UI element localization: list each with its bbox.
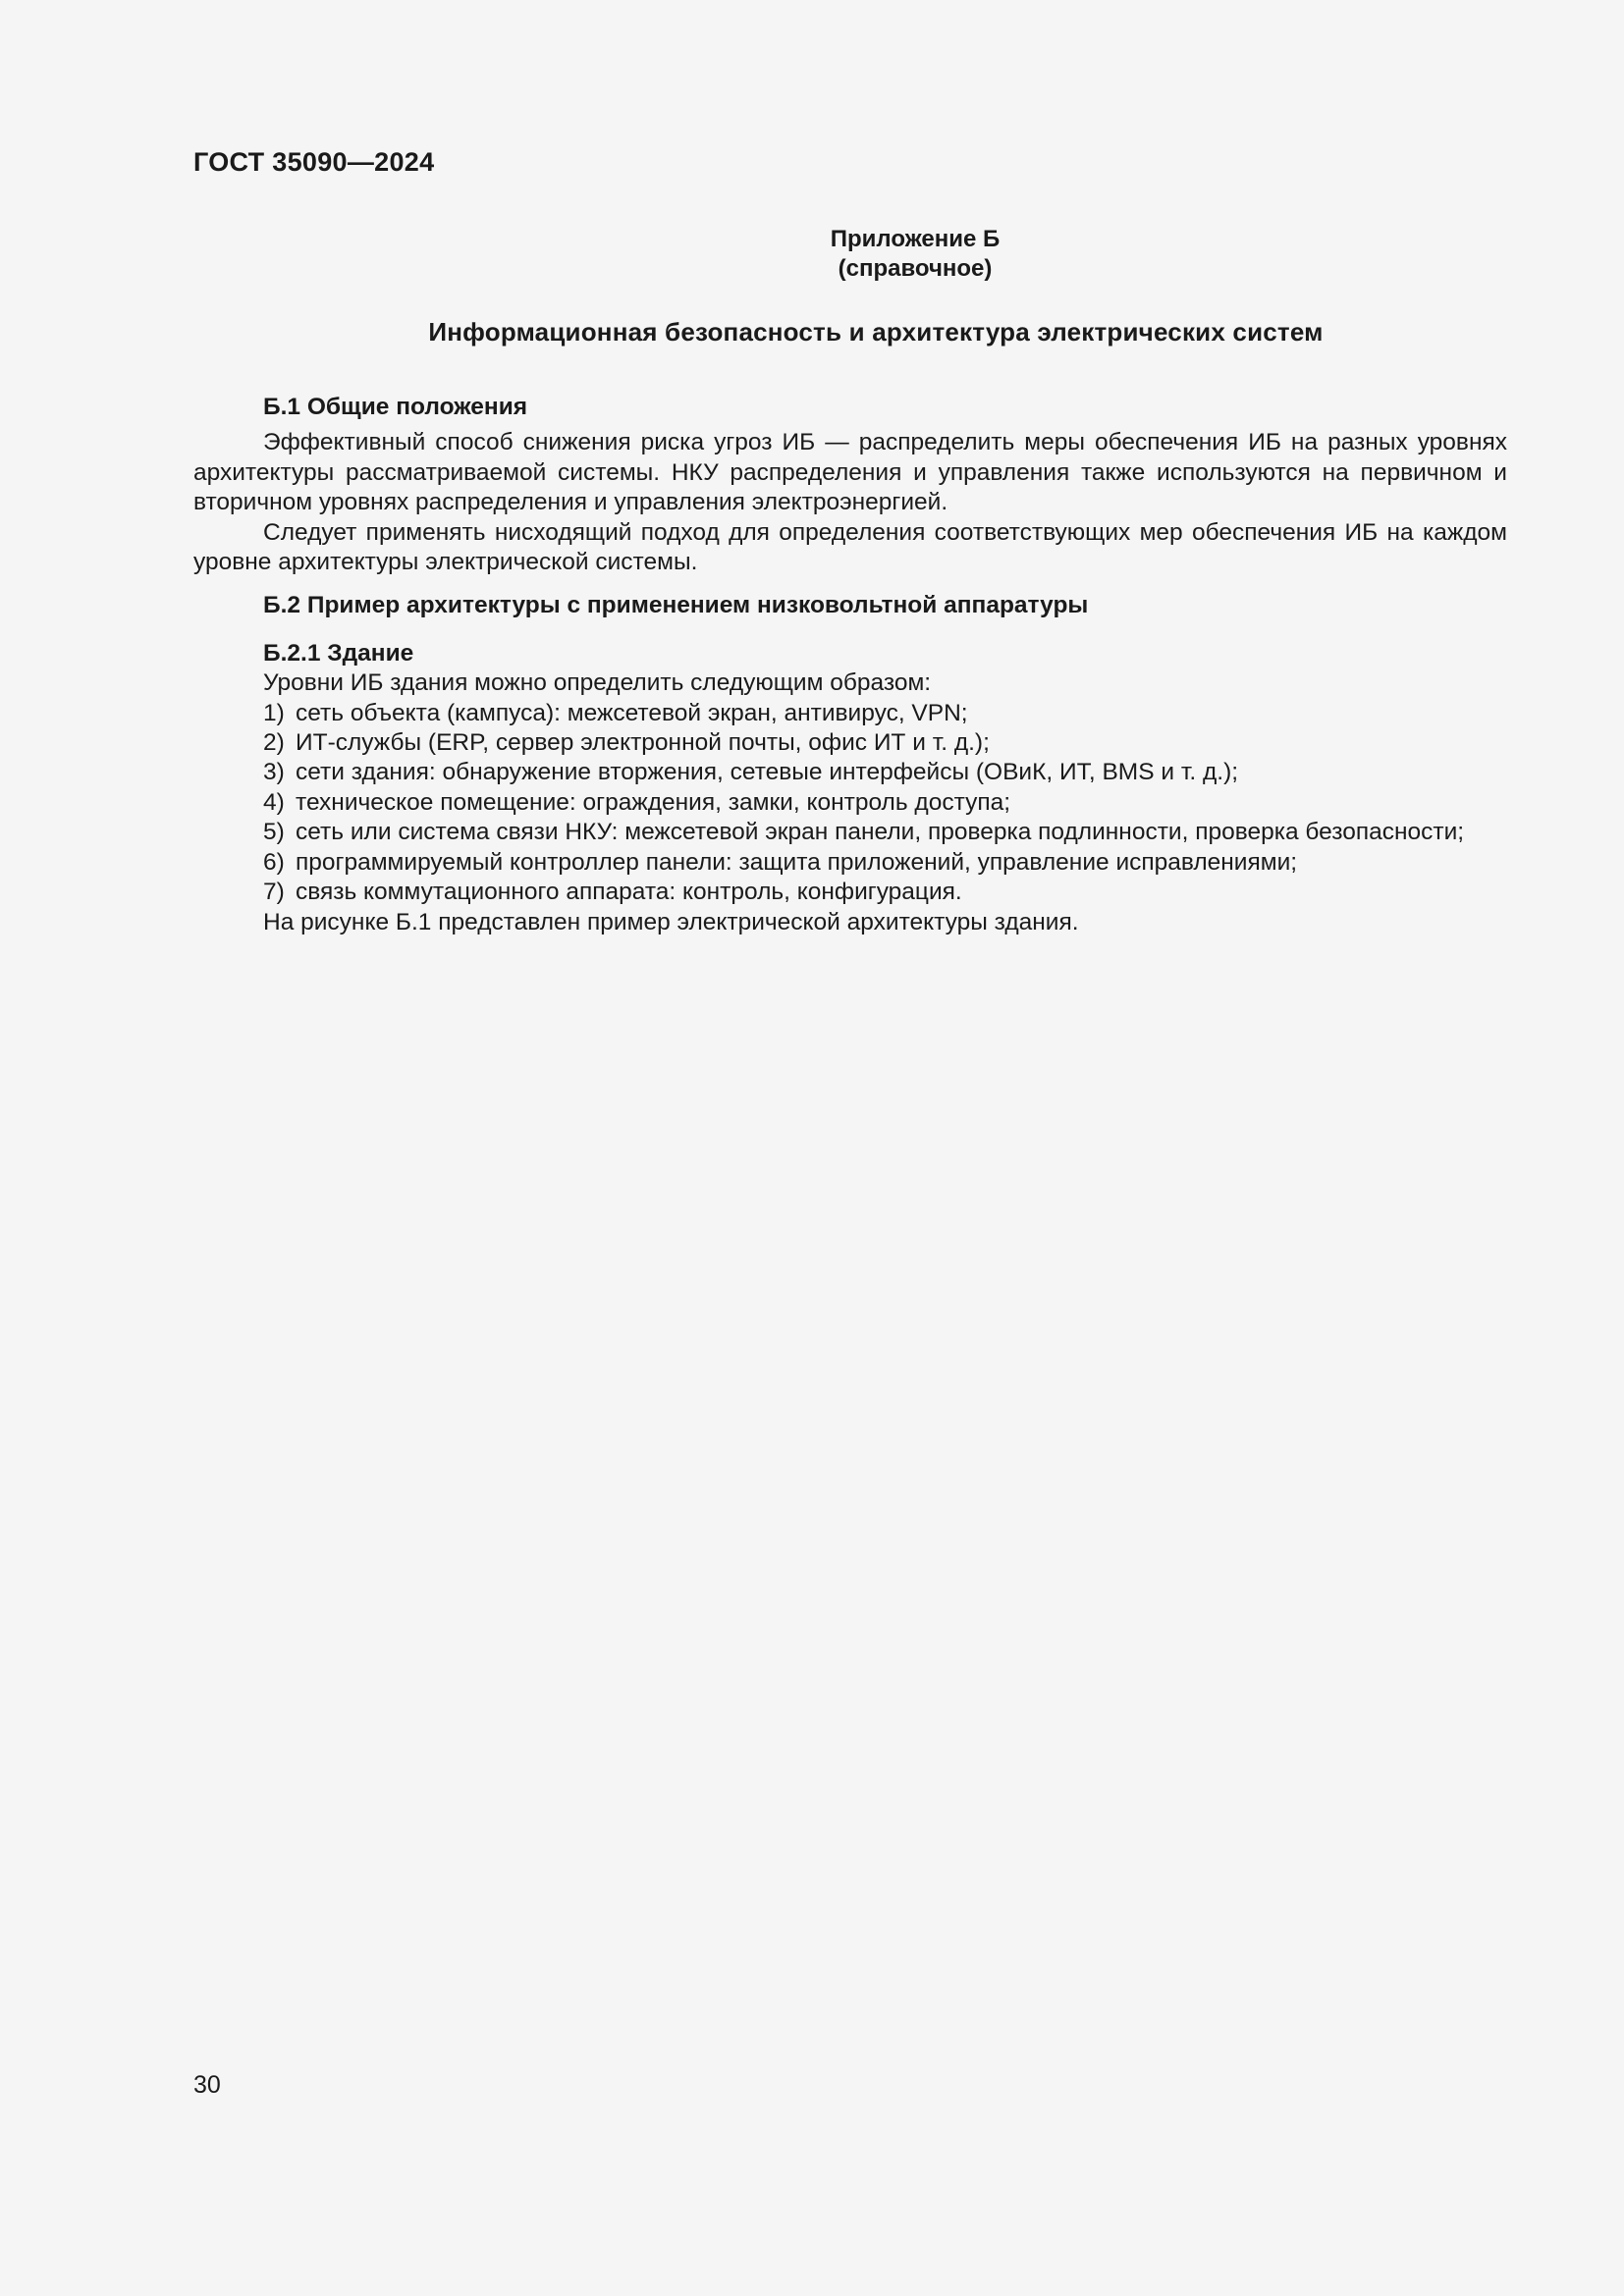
list-item-number: 4): [263, 788, 285, 816]
section-b1-heading: Б.1 Общие положения: [263, 394, 528, 420]
list-item: [193, 728, 1507, 758]
list-item-number: 3): [263, 759, 285, 786]
appendix-type: (справочное): [838, 255, 993, 282]
list-item: [193, 788, 1507, 818]
appendix-label: Приложение Б: [830, 226, 1001, 252]
list-item-number: 2): [263, 729, 285, 757]
list-item-text: программируемый контроллер панели: защита приложений, управление исправлениями;: [296, 848, 1298, 876]
list-item-text: ИТ-службы (ERP, сервер электронной почты, офис ИТ и т. д.);: [296, 729, 990, 757]
list-item-number: 5): [263, 819, 285, 846]
list-item-text: техническое помещение: ограждения, замки, контроль доступа;: [296, 788, 1011, 816]
section-b21-heading: Б.2.1 Здание: [263, 639, 414, 667]
appendix-heading: Информационная безопасность и архитектура электрических систем: [428, 317, 1324, 347]
document-code: ГОСТ 35090—2024: [193, 147, 435, 177]
section-b21-intro: Уровни ИБ здания можно определить следующим образом:: [263, 669, 932, 697]
list-item-number: 1): [263, 699, 285, 726]
section-b2-heading: Б.2 Пример архитектуры с применением низковольтной аппаратуры: [263, 592, 1089, 619]
list-item-text: сети здания: обнаружение вторжения, сетевые интерфейсы (ОВиК, ИТ, BMS и т. д.);: [296, 759, 1239, 786]
list-item-number: 6): [263, 848, 285, 876]
list-item-number: 7): [263, 879, 285, 906]
list-item: [193, 818, 1507, 847]
list-item-text: сеть объекта (кампуса): межсетевой экран, антивирус, VPN;: [296, 699, 968, 726]
list-item-text: сеть или система связи НКУ: межсетевой экран панели, проверка подлинности, проверка безопасности;: [296, 819, 1465, 846]
list-item: [193, 758, 1507, 787]
document-body: [193, 393, 1507, 937]
list-item-text: связь коммутационного аппарата: контроль, конфигурация.: [296, 879, 962, 906]
page-number: 30: [193, 2071, 221, 2099]
appendix-title: [0, 225, 1624, 284]
list-item: [193, 699, 1507, 728]
section-b1-paragraph-1: Эффективный способ снижения риска угроз ИБ — распределить меры обеспечения ИБ на разных уровнях архитектуры рассматриваемой системы. НКУ распределения и управления также используются на первичном и вторичном уровнях распределения и управления электроэнергией.: [193, 429, 1507, 516]
section-b21-closing: На рисунке Б.1 представлен пример электрической архитектуры здания.: [263, 908, 1079, 935]
list-item: [193, 878, 1507, 907]
section-b1-paragraph-2: Следует применять нисходящий подход для определения соответствующих мер обеспечения ИБ на каждом уровне архитектуры электрической системы.: [193, 518, 1507, 576]
list-item: [193, 848, 1507, 878]
